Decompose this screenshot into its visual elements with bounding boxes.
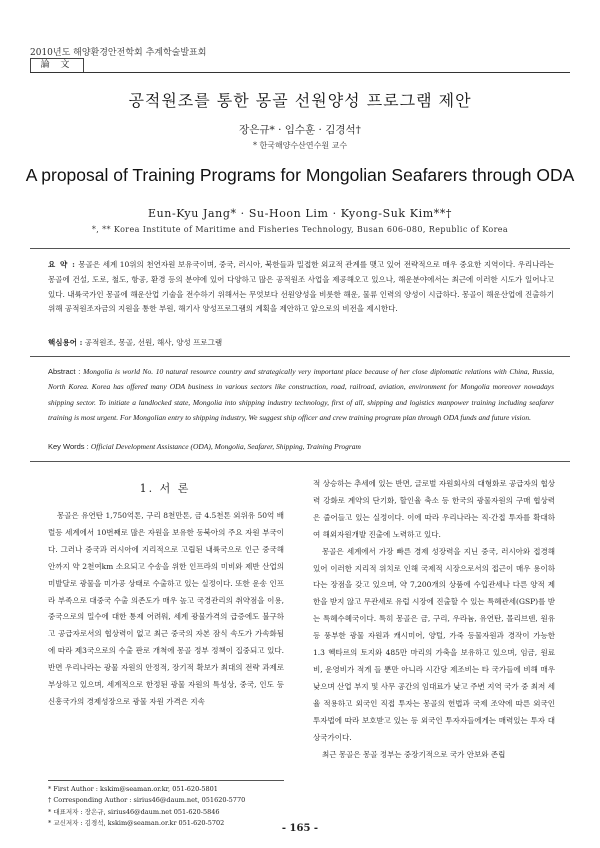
header-rule <box>30 72 570 73</box>
footnote: † Corresponding Author : sirius46@daum.net, 051620-5770 <box>48 796 246 805</box>
body-paragraph: 몽골은 세계에서 가장 빠른 경제 성장력을 지닌 중국, 러시아와 접경해 있어 이러한 지리적 위치로 인해 국제적 시장으로서의 접근이 매우 용이하다는 장점을 갖고 있으며, 약 7,200개의 상품에 수입관세나 다른 양적 제한을 받지 않고 무관세로 유럽 시장에 진출할 수 있는 특혜관세(GSP)를 받는 특혜수혜국이다. 특히 몽골은 금, 구리, 우라늄, 유연탄, 몰리브덴, 원유 등 풍부한 광물 자원과 캐시미어, 양털, 가죽 등물자원과 경작이 가능한 1.3 헥타르의 토지와 485만 마리의 가축을 보유하고 있으며, 임금, 원료비, 운영비가 적게 들 뿐만 아니라 시간당 제조비는 타 국가들에 비해 매우 낮으며 산업 부지 및 사무 공간의 임대료가 낮고 주변 지역 국가 중 최저 세율 적용하고 외국인 직접 투자는 몽골의 헌법과 국제 조약에 따른 외국인 투자법에 따라 보호받고 있는 등 외국인 투자자들에게는 매력있는 투자 대상국가이다. <box>313 546 555 742</box>
authors-korean: 장은규* · 임수훈 · 김경석† <box>239 124 361 136</box>
body-paragraph: 몽골은 유연탄 1,750억톤, 구리 8천만톤, 금 4.5천톤 외위유 50억 배럴등 세계에서 10번째로 많은 자원을 보유한 동북아의 주요 자원 부국이다. 그러나 중국과 러시아에 지리적으로 고립된 내륙국으로 인근 중국해안까지 약 2천여km 소요되고 수송을 위한 인프라의 미비와 제반 산업의 미발달로 광물을 미가공 상태로 수출하고 있는 실정이다. 또한 운송 인프라 부족으로 대중국 수출 의존도가 매우 높고 국경관리의 취약점을 이용, 중국으로의 밀수에 대한 통제 어려워, 세계 광물가격의 급증에도 불구하고 공급자로서의 협상력이 없고 최근 중국의 자본 잠식 속도가 가속화됨에 따라 제3국으로의 수출 판로 개척에 몽골 정부 정책이 집중되고 있다. 반면 우리나라는 광물 자원의 안정적, 장기적 확보가 최대의 전략 과제로 부상하고 있으며, 세계적으로 한정된 광물 자원의 특성상, 중국, 인도 등 신흥국가의 경제성장으로 광물 자원 가격은 지속 <box>48 511 284 706</box>
footnote-rule <box>48 780 284 781</box>
abstract-top-rule <box>30 248 570 249</box>
section-heading-introduction: 1. 서 론 <box>139 482 191 495</box>
keywords-english-label: Key Words : <box>48 442 89 451</box>
body-paragraph: 최근 몽골은 몽골 정부는 중장기적으로 국가 안보와 존립 <box>322 749 506 759</box>
footnote: * 교신저자 : 김경석, kskim@seaman.or.kr 051-620-5702 <box>48 818 225 827</box>
abstract-korean <box>48 258 554 317</box>
authors-english: Eun-Kyu Jang* · Su-Hoon Lim · Kyong-Suk Kim**† <box>147 207 453 220</box>
keywords-english-text: Official Development Assistance (ODA), Mongolia, Seafarer, Shipping, Training Program <box>90 442 361 451</box>
footnote: * First Author : kskim@seaman.or.kr, 051-620-5801 <box>48 785 218 793</box>
abstract-korean-label: 요 약 : <box>48 260 76 269</box>
body-paragraph: 적 상승하는 추세에 있는 반면, 글로벌 자원회사의 대형화로 공급자의 협상력 강화로 계약의 단기화, 할인율 축소 등 한국의 광물자원의 구매 협상력은 줄어들고 있는 실정이다. 이에 따라 우리나라는 직·간접 투자를 확대하여 해외자원개발 진출에 노력하고 있다. <box>313 479 555 539</box>
footnote: * 대표저자 : 장은규, sirius46@daum.net 051-620-5846 <box>48 807 220 816</box>
body-column-right <box>313 476 555 763</box>
page-number: - 165 - <box>281 823 319 834</box>
article-type-label: 論 文 <box>30 58 84 73</box>
abstract-english-label: Abstract : <box>48 367 81 376</box>
affiliation-korean: * 한국해양수산연수원 교수 <box>252 141 348 150</box>
abstract-english-text: Mongolia is world No. 10 natural resource country and strategically very important place because of her close diplomatic relations with China, Russia, North Korea. Korea has offered many ODA business in various sectors like construction, road, railroad, aviation, environment for Mongolia moreover nowadays shipping sector. To initiate a landlocked state, Mongolia into shipping industry technology, first of all, shipping and logistics manpower training including seafarer training is most urgent. For Mongolian entry to shipping industry, We suggest ship officer and crew training program plan through ODA funds and future vision. <box>48 367 554 422</box>
title-english: A proposal of Training Programs for Mongolian Seafarers through ODA <box>25 165 575 185</box>
keywords-korean-label: 핵심용어 : <box>48 338 83 347</box>
keywords-english <box>48 442 554 451</box>
keywords-korean <box>48 337 554 348</box>
title-korean: 공적원조를 통한 몽골 선원양성 프로그램 제안 <box>128 91 472 110</box>
journal-header: 2010년도 해양환경안전학회 추계학술발표회 <box>30 48 207 58</box>
keywords-korean-text: 공적원조, 몽골, 선원, 해사, 양성 프로그램 <box>84 338 223 347</box>
abstract-middle-rule <box>30 356 570 357</box>
body-column-left <box>48 508 284 711</box>
abstract-korean-text: 몽골은 세계 10위의 천연자원 보유국이며, 중국, 러시아, 북한들과 밀접한 외교적 관계를 맺고 있어 전략적으로 매우 중요한 지역이다. 우리나라는 몽골에 건설, 도로, 철도, 항공, 환경 등의 분야에 있어 다양하고 많은 공적원조 사업을 제공해오고 있으나, 해운분야에서는 최근에 이러한 시도가 일어나고 있다. 내륙국가인 몽골에 해운산업 기술을 전수하기 위해서는 무엇보다 선원양성을 비롯한 해운, 물류 인력의 양성이 시급하다. 몽골이 해운산업에 진출하기 위해 공적원조자금의 지원을 통한 부원, 해기사 양성프로그램의 계획을 제안하고 앞으로의 비전을 제시한다. <box>48 260 554 314</box>
affiliation-english: *, ** Korea Institute of Maritime and Fisheries Technology, Busan 606-080, Republic of Korea <box>91 225 509 234</box>
abstract-bottom-rule <box>30 461 570 462</box>
abstract-english <box>48 364 554 425</box>
